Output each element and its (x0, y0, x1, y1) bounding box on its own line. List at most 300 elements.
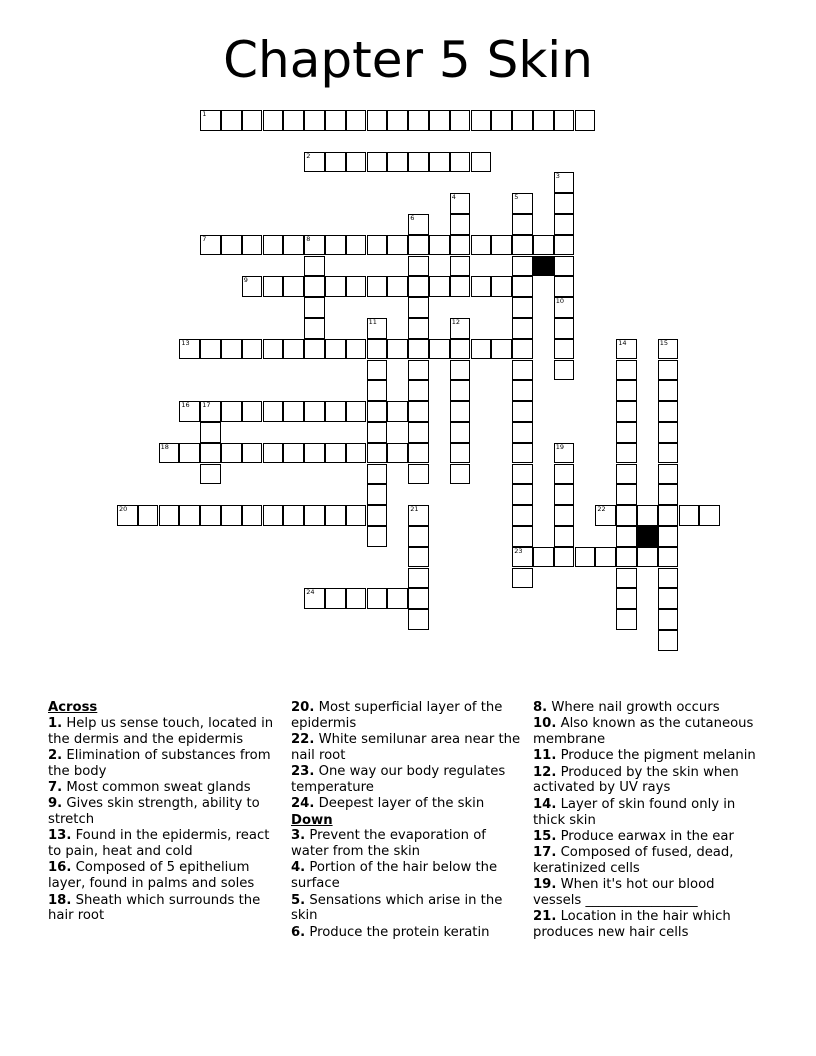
grid-cell[interactable] (242, 339, 263, 360)
grid-cell[interactable] (554, 256, 575, 277)
grid-cell[interactable] (283, 235, 304, 256)
clue-item-number: 8. (533, 700, 548, 715)
grid-cell[interactable] (367, 152, 388, 173)
grid-cell[interactable] (408, 422, 429, 443)
grid-cell[interactable] (304, 297, 325, 318)
grid-cell[interactable] (512, 110, 533, 131)
grid-cell[interactable] (263, 443, 284, 464)
down-header: Down (291, 812, 333, 828)
clue-item-number: 13. (48, 828, 72, 844)
grid-cell[interactable] (367, 380, 388, 401)
grid-cell[interactable] (450, 360, 471, 381)
grid-cell[interactable] (408, 401, 429, 422)
grid-cell[interactable] (346, 235, 367, 256)
grid-cell[interactable] (658, 443, 679, 464)
clue-item-text: Location in the hair which produces new hair cells (533, 909, 731, 941)
grid-cell[interactable] (346, 505, 367, 526)
grid-cell[interactable] (512, 547, 533, 568)
grid-cell[interactable] (408, 505, 429, 526)
grid-cell[interactable] (408, 568, 429, 589)
grid-cell[interactable] (325, 110, 346, 131)
clue-number: 5 (514, 193, 519, 202)
grid-cell[interactable] (408, 360, 429, 381)
grid-cell[interactable] (512, 297, 533, 318)
grid-cell[interactable] (242, 110, 263, 131)
grid-cell[interactable] (616, 401, 637, 422)
grid-cell[interactable] (450, 276, 471, 297)
grid-cell[interactable] (512, 193, 533, 214)
clue-number: 17 (202, 401, 211, 410)
grid-cell[interactable] (304, 256, 325, 277)
clue-item-text: Produce the protein keratin (305, 924, 490, 940)
grid-cell[interactable] (491, 339, 512, 360)
grid-cell[interactable] (554, 547, 575, 568)
grid-cell[interactable] (554, 110, 575, 131)
grid-cell[interactable] (429, 339, 450, 360)
grid-cell[interactable] (658, 360, 679, 381)
grid-cell[interactable] (658, 484, 679, 505)
clue-item-number: 23. (291, 764, 315, 780)
grid-cell[interactable] (616, 505, 637, 526)
grid-cell[interactable] (408, 443, 429, 464)
grid-cell[interactable] (512, 422, 533, 443)
grid-cell[interactable] (554, 276, 575, 297)
grid-cell[interactable] (242, 401, 263, 422)
grid-cell[interactable] (554, 318, 575, 339)
grid-cell[interactable] (138, 505, 159, 526)
grid-cell[interactable] (304, 276, 325, 297)
grid-cell[interactable] (242, 505, 263, 526)
clue-number: 24 (306, 588, 315, 597)
grid-cell[interactable] (200, 464, 221, 485)
grid-cell[interactable] (408, 318, 429, 339)
grid-cell[interactable] (408, 609, 429, 630)
grid-cell[interactable] (325, 339, 346, 360)
grid-cell[interactable] (367, 484, 388, 505)
grid-cell[interactable] (367, 318, 388, 339)
grid-cell[interactable] (408, 588, 429, 609)
grid-cell[interactable] (471, 152, 492, 173)
clue-item (291, 796, 521, 812)
clue-item (48, 860, 278, 892)
clue-number: 7 (202, 234, 207, 243)
grid-cell[interactable] (159, 443, 180, 464)
grid-cell[interactable] (616, 484, 637, 505)
clue-item-text: Most superficial layer of the epidermis (291, 700, 503, 731)
grid-cell[interactable] (616, 547, 637, 568)
clue-item (291, 700, 521, 732)
grid-cell[interactable] (512, 214, 533, 235)
grid-cell[interactable] (471, 235, 492, 256)
grid-cell[interactable] (242, 276, 263, 297)
grid-cell[interactable] (408, 256, 429, 277)
clue-column-1 (48, 700, 278, 925)
grid-cell[interactable] (429, 152, 450, 173)
grid-cell[interactable] (200, 339, 221, 360)
grid-cell[interactable] (450, 214, 471, 235)
grid-cell[interactable] (304, 152, 325, 173)
clue-number: 14 (618, 338, 627, 347)
grid-cell[interactable] (512, 484, 533, 505)
grid-cell[interactable] (367, 360, 388, 381)
grid-cell[interactable] (221, 110, 242, 131)
grid-cell[interactable] (387, 152, 408, 173)
grid-cell[interactable] (512, 568, 533, 589)
grid-cell[interactable] (346, 276, 367, 297)
clue-item-number: 14. (533, 796, 557, 812)
clue-item (533, 845, 763, 877)
grid-cell[interactable] (658, 588, 679, 609)
clue-item-text: Portion of the hair below the surface (291, 860, 498, 892)
clue-item-number: 7. (48, 779, 63, 795)
grid-cell[interactable] (179, 401, 200, 422)
grid-cell[interactable] (242, 443, 263, 464)
grid-cell[interactable] (616, 568, 637, 589)
grid-cell[interactable] (304, 318, 325, 339)
clue-item (533, 877, 763, 909)
grid-cell[interactable] (304, 110, 325, 131)
grid-cell[interactable] (512, 401, 533, 422)
grid-cell[interactable] (263, 401, 284, 422)
grid-cell[interactable] (325, 235, 346, 256)
grid-cell[interactable] (304, 339, 325, 360)
grid-cell[interactable] (699, 505, 720, 526)
grid-cell[interactable] (346, 588, 367, 609)
clue-number: 9 (243, 276, 248, 285)
grid-cell[interactable] (304, 401, 325, 422)
grid-cell[interactable] (533, 547, 554, 568)
grid-cell[interactable] (408, 380, 429, 401)
grid-cell[interactable] (471, 276, 492, 297)
grid-cell[interactable] (450, 422, 471, 443)
grid-cell[interactable] (658, 547, 679, 568)
grid-cell[interactable] (554, 214, 575, 235)
grid-cell[interactable] (658, 609, 679, 630)
grid-cell[interactable] (346, 152, 367, 173)
grid-cell[interactable] (554, 235, 575, 256)
grid-cell[interactable] (367, 422, 388, 443)
grid-cell[interactable] (408, 214, 429, 235)
clue-item-text: One way our body regulates temperature (291, 764, 506, 795)
grid-cell[interactable] (221, 235, 242, 256)
grid-cell[interactable] (367, 588, 388, 609)
clue-item-number: 6. (291, 924, 306, 940)
clue-item (533, 829, 763, 845)
grid-cell[interactable] (471, 339, 492, 360)
grid-cell[interactable] (512, 380, 533, 401)
clue-item-text: Also known as the cutaneous membrane (533, 716, 754, 748)
grid-cell[interactable] (616, 609, 637, 630)
grid-cell[interactable] (471, 110, 492, 131)
grid-cell[interactable] (367, 110, 388, 131)
grid-cell[interactable] (242, 235, 263, 256)
grid-cell[interactable] (658, 505, 679, 526)
grid-cell[interactable] (387, 588, 408, 609)
grid-cell[interactable] (304, 443, 325, 464)
clue-item (533, 748, 763, 764)
clue-item-text: Sensations which arise in the skin (291, 892, 503, 924)
grid-cell[interactable] (637, 505, 658, 526)
clue-item (533, 797, 763, 829)
grid-cell[interactable] (450, 256, 471, 277)
grid-cell[interactable] (221, 339, 242, 360)
clue-number: 3 (555, 172, 560, 181)
grid-cell[interactable] (679, 505, 700, 526)
grid-cell[interactable] (221, 401, 242, 422)
grid-cell[interactable] (512, 464, 533, 485)
clue-item (291, 860, 521, 892)
grid-cell[interactable] (159, 505, 180, 526)
grid-cell[interactable] (554, 339, 575, 360)
grid-cell[interactable] (450, 443, 471, 464)
grid-cell[interactable] (512, 526, 533, 547)
grid-cell[interactable] (554, 464, 575, 485)
grid-cell[interactable] (408, 276, 429, 297)
grid-cell[interactable] (179, 443, 200, 464)
grid-cell[interactable] (658, 464, 679, 485)
grid-cell[interactable] (263, 339, 284, 360)
clue-item-number: 24. (291, 796, 315, 812)
grid-cell[interactable] (304, 505, 325, 526)
grid-cell[interactable] (117, 505, 138, 526)
grid-cell[interactable] (325, 152, 346, 173)
grid-cell[interactable] (658, 526, 679, 547)
grid-cell[interactable] (637, 547, 658, 568)
grid-cell[interactable] (387, 235, 408, 256)
grid-cell[interactable] (408, 110, 429, 131)
grid-cell[interactable] (325, 443, 346, 464)
grid-cell[interactable] (450, 193, 471, 214)
clue-item-text: Where nail growth occurs (547, 700, 720, 715)
clue-number: 21 (410, 505, 419, 514)
grid-cell[interactable] (616, 380, 637, 401)
clue-item-text: Most common sweat glands (62, 779, 251, 795)
clue-number: 2 (306, 151, 311, 160)
grid-cell[interactable] (658, 401, 679, 422)
clue-number: 10 (555, 297, 565, 306)
clue-number: 13 (181, 338, 190, 347)
grid-cell[interactable] (367, 464, 388, 485)
grid-cell[interactable] (325, 588, 346, 609)
grid-cell[interactable] (616, 422, 637, 443)
grid-cell[interactable] (491, 110, 512, 131)
grid-cell[interactable] (512, 235, 533, 256)
clue-item (533, 716, 763, 748)
clue-item-number: 12. (533, 764, 557, 780)
clue-item-number: 17. (533, 845, 557, 861)
grid-cell[interactable] (367, 443, 388, 464)
grid-cell[interactable] (450, 235, 471, 256)
clue-number: 1 (202, 110, 207, 118)
clue-item (533, 765, 763, 797)
grid-cell[interactable] (554, 526, 575, 547)
grid-cell[interactable] (200, 505, 221, 526)
grid-cell[interactable] (367, 526, 388, 547)
grid-cell[interactable] (325, 505, 346, 526)
clue-item-number: 2. (48, 747, 63, 763)
grid-cell[interactable] (283, 339, 304, 360)
grid-cell[interactable] (408, 297, 429, 318)
grid-cell[interactable] (387, 401, 408, 422)
clue-number: 6 (410, 214, 415, 222)
grid-cell[interactable] (263, 110, 284, 131)
grid-cell[interactable] (533, 110, 554, 131)
grid-cell[interactable] (512, 360, 533, 381)
grid-cell[interactable] (283, 505, 304, 526)
grid-cell[interactable] (221, 505, 242, 526)
grid-cell[interactable] (616, 526, 637, 547)
grid-cell[interactable] (554, 443, 575, 464)
grid-cell[interactable] (200, 422, 221, 443)
grid-cell[interactable] (346, 443, 367, 464)
grid-cell[interactable] (200, 110, 221, 131)
clue-item-text: Produce earwax in the ear (556, 828, 734, 844)
grid-cell[interactable] (595, 547, 616, 568)
grid-cell[interactable] (283, 110, 304, 131)
clue-item-number: 1. (48, 715, 63, 731)
grid-cell[interactable] (491, 276, 512, 297)
clue-item (48, 780, 278, 796)
grid-cell[interactable] (367, 276, 388, 297)
grid-cell[interactable] (304, 235, 325, 256)
grid-cell[interactable] (512, 505, 533, 526)
grid-cell[interactable] (450, 380, 471, 401)
clue-item (533, 700, 763, 716)
grid-cell[interactable] (367, 505, 388, 526)
grid-cell[interactable] (554, 172, 575, 193)
grid-cell[interactable] (283, 443, 304, 464)
grid-cell[interactable] (512, 443, 533, 464)
clue-item-text: Layer of skin found only in thick skin (533, 796, 736, 828)
grid-cell[interactable] (616, 464, 637, 485)
grid-cell[interactable] (658, 422, 679, 443)
grid-cell[interactable] (429, 276, 450, 297)
clue-item (48, 893, 278, 925)
grid-cell[interactable] (554, 505, 575, 526)
clue-number: 22 (597, 505, 606, 514)
clue-number: 15 (659, 338, 669, 347)
grid-cell[interactable] (367, 235, 388, 256)
black-cell (637, 526, 658, 547)
grid-cell[interactable] (200, 401, 221, 422)
grid-cell[interactable] (450, 464, 471, 485)
clue-number: 18 (160, 442, 169, 451)
grid-cell[interactable] (554, 360, 575, 381)
grid-cell[interactable] (512, 318, 533, 339)
grid-cell[interactable] (200, 443, 221, 464)
grid-cell[interactable] (283, 276, 304, 297)
clue-item (533, 909, 763, 941)
grid-cell[interactable] (554, 484, 575, 505)
grid-cell[interactable] (408, 235, 429, 256)
clue-item (48, 748, 278, 780)
grid-cell[interactable] (658, 630, 679, 651)
clue-item (291, 732, 521, 764)
grid-cell[interactable] (616, 360, 637, 381)
grid-cell[interactable] (263, 276, 284, 297)
clue-item (48, 716, 278, 748)
grid-cell[interactable] (408, 152, 429, 173)
clue-item-number: 11. (533, 748, 557, 764)
grid-cell[interactable] (450, 110, 471, 131)
grid-cell[interactable] (387, 110, 408, 131)
clue-number: 12 (451, 318, 461, 326)
grid-cell[interactable] (304, 588, 325, 609)
clue-number: 23 (514, 546, 523, 555)
across-header: Across (48, 700, 98, 715)
grid-cell[interactable] (367, 401, 388, 422)
grid-cell[interactable] (387, 276, 408, 297)
grid-cell[interactable] (575, 547, 596, 568)
grid-cell[interactable] (429, 235, 450, 256)
grid-cell[interactable] (408, 464, 429, 485)
grid-cell[interactable] (658, 568, 679, 589)
grid-cell[interactable] (512, 256, 533, 277)
clue-number: 19 (555, 442, 565, 451)
grid-cell[interactable] (408, 526, 429, 547)
grid-cell[interactable] (450, 401, 471, 422)
grid-cell[interactable] (512, 276, 533, 297)
grid-cell[interactable] (263, 235, 284, 256)
clue-item-text: Produced by the skin when activated by UV rays (533, 764, 739, 796)
clue-item-text: Sheath which surrounds the hair root (48, 892, 261, 924)
grid-cell[interactable] (387, 443, 408, 464)
grid-cell[interactable] (346, 401, 367, 422)
grid-cell[interactable] (450, 339, 471, 360)
grid-cell[interactable] (658, 380, 679, 401)
clue-number: 20 (119, 505, 128, 514)
grid-cell[interactable] (221, 443, 242, 464)
grid-cell[interactable] (408, 339, 429, 360)
grid-cell[interactable] (346, 110, 367, 131)
clue-item-number: 18. (48, 892, 72, 908)
grid-cell[interactable] (616, 443, 637, 464)
grid-cell[interactable] (512, 339, 533, 360)
grid-cell[interactable] (325, 276, 346, 297)
grid-cell[interactable] (200, 235, 221, 256)
grid-cell[interactable] (408, 547, 429, 568)
clue-item-text: Help us sense touch, located in the dermis and the epidermis (48, 715, 274, 747)
grid-cell[interactable] (616, 339, 637, 360)
grid-cell[interactable] (595, 505, 616, 526)
grid-cell[interactable] (387, 339, 408, 360)
grid-cell[interactable] (554, 193, 575, 214)
clue-item-text: Gives skin strength, ability to stretch (48, 796, 260, 828)
grid-cell[interactable] (554, 297, 575, 318)
grid-cell[interactable] (450, 318, 471, 339)
grid-cell[interactable] (283, 401, 304, 422)
clue-item-number: 3. (291, 828, 306, 844)
grid-cell[interactable] (491, 235, 512, 256)
grid-cell[interactable] (179, 339, 200, 360)
grid-cell[interactable] (367, 339, 388, 360)
clue-item-number: 5. (291, 892, 306, 908)
grid-cell[interactable] (658, 339, 679, 360)
grid-cell[interactable] (346, 339, 367, 360)
clue-item-number: 22. (291, 732, 315, 748)
grid-cell[interactable] (533, 235, 554, 256)
grid-cell[interactable] (429, 110, 450, 131)
clue-item (48, 828, 278, 860)
grid-cell[interactable] (450, 152, 471, 173)
grid-cell[interactable] (616, 588, 637, 609)
grid-cell[interactable] (179, 505, 200, 526)
grid-cell[interactable] (575, 110, 596, 131)
clue-number: 16 (181, 401, 190, 410)
grid-cell[interactable] (263, 505, 284, 526)
grid-cell[interactable] (325, 401, 346, 422)
clue-item-text: Deepest layer of the skin (314, 796, 485, 812)
